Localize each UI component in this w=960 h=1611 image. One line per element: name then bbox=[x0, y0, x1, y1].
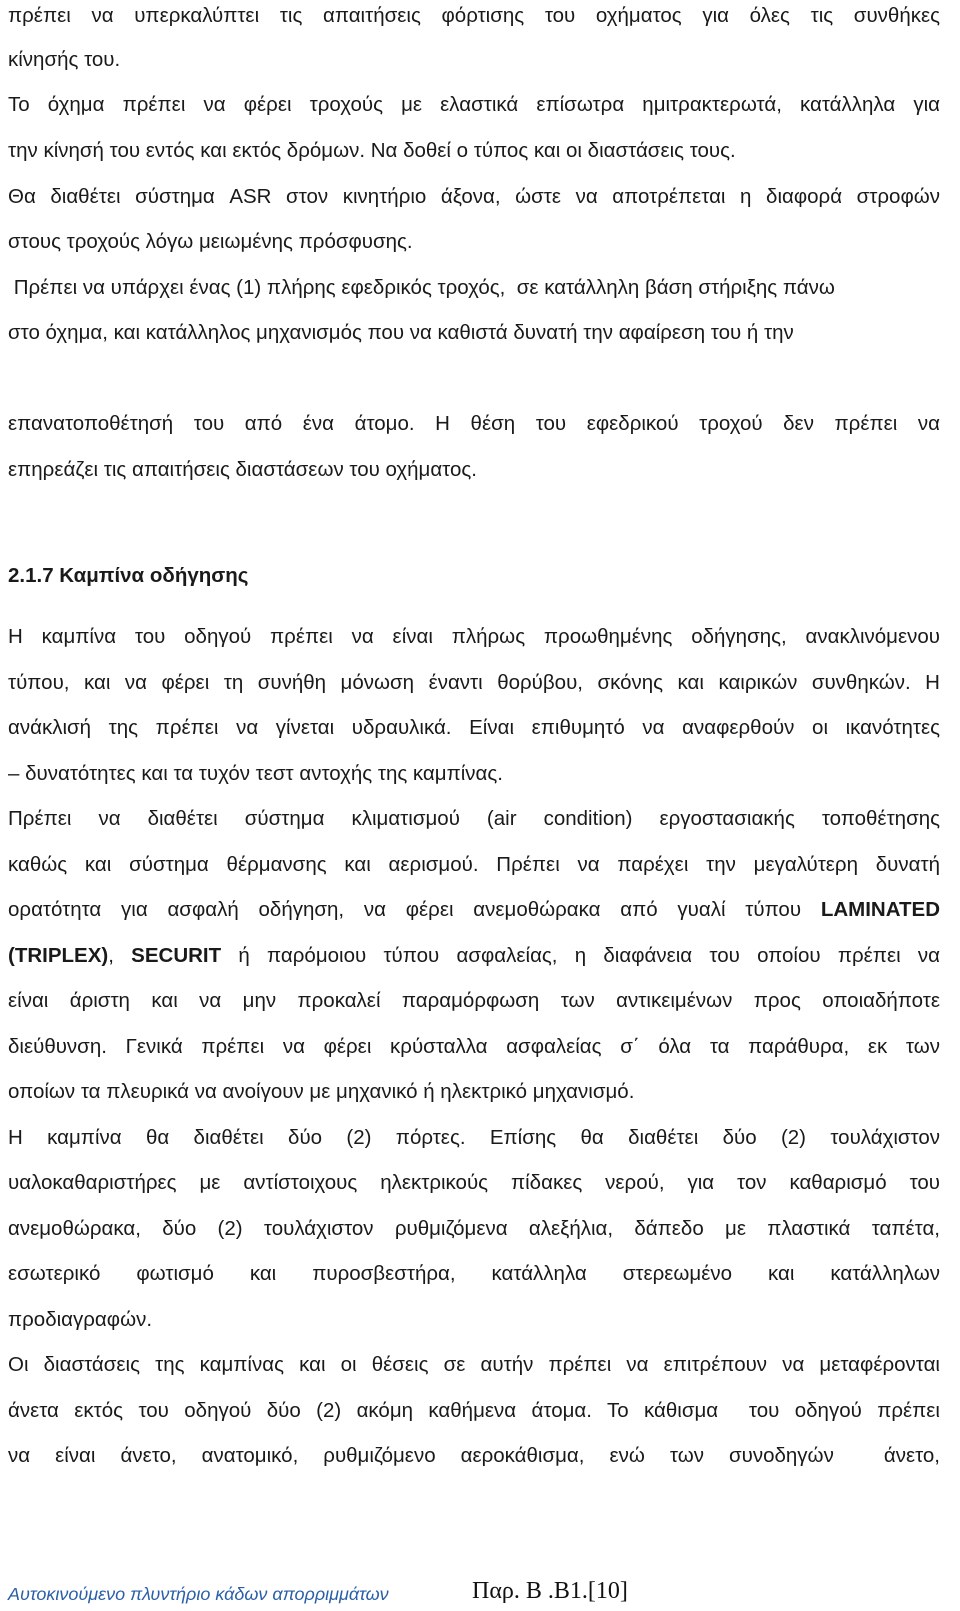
text-line: είναι άριστη και να μην προκαλεί παραμόρφωση των αντικειμένων προς οποιαδήποτε bbox=[8, 989, 940, 1012]
text-line: οποίων τα πλευρικά να ανοίγουν με μηχανικό ή ηλεκτρικό μηχανισμό. bbox=[8, 1080, 635, 1103]
text-run: ή παρόμοιου τύπου ασφαλείας, η διαφάνεια του οποίου πρέπει να bbox=[221, 944, 940, 967]
text-line: τύπου, και να φέρει τη συνήθη μόνωση έναντι θορύβου, σκόνης και καιρικών συνθηκών. Η bbox=[8, 671, 940, 694]
text-line: επηρεάζει τις απαιτήσεις διαστάσεων του οχήματος. bbox=[8, 458, 477, 481]
text-line: Πρέπει να διαθέτει σύστημα κλιματισμού (air condition) εργοστασιακής τοποθέτησης bbox=[8, 807, 940, 830]
text-run: ορατότητα για ασφαλή οδήγηση, να φέρει ανεμοθώρακα από γυαλί τύπου bbox=[8, 898, 821, 921]
bold-term: LAMINATED bbox=[820, 898, 940, 921]
text-line: – δυνατότητες και τα τυχόν τεστ αντοχής της καμπίνας. bbox=[8, 762, 503, 785]
text-line: την κίνησή του εντός και εκτός δρόμων. Να δοθεί ο τύπος και οι διαστάσεις τους. bbox=[8, 139, 736, 162]
text-line: Το όχημα πρέπει να φέρει τροχούς με ελαστικά επίσωτρα ημιτρακτερωτά, κατάλληλα για bbox=[8, 93, 940, 116]
bold-term: (TRIPLEX) bbox=[8, 944, 109, 967]
text-line: διεύθυνση. Γενικά πρέπει να φέρει κρύσταλλα ασφαλείας σ΄ όλα τα παράθυρα, εκ των bbox=[8, 1035, 940, 1058]
text-line: υαλοκαθαριστήρες με αντίστοιχους ηλεκτρικούς πίδακες νερού, για τον καθαρισμό του bbox=[8, 1171, 940, 1194]
footer-page-reference: Παρ. Β .Β1.[10] bbox=[472, 1578, 628, 1604]
text-line: εσωτερικό φωτισμό και πυροσβεστήρα, κατάλληλα στερεωμένο και κατάλληλων bbox=[8, 1262, 940, 1285]
text-line: επανατοποθέτησή του από ένα άτομο. Η θέση του εφεδρικού τροχού δεν πρέπει να bbox=[8, 412, 940, 435]
text-line: Οι διαστάσεις της καμπίνας και οι θέσεις σε αυτήν πρέπει να επιτρέπουν να μεταφέρονται bbox=[8, 1353, 940, 1376]
text-line: καθώς και σύστημα θέρμανσης και αερισμού. Πρέπει να παρέχει την μεγαλύτερη δυνατή bbox=[8, 853, 940, 876]
bold-term: SECURIT bbox=[131, 944, 222, 967]
text-line: ανεμοθώρακα, δύο (2) τουλάχιστον ρυθμιζόμενα αλεξήλια, δάπεδο με πλαστικά ταπέτα, bbox=[8, 1217, 940, 1240]
text-line: Θα διαθέτει σύστημα ASR στον κινητήριο άξονα, ώστε να αποτρέπεται η διαφορά στροφών bbox=[8, 185, 940, 208]
text-line: πρέπει να υπερκαλύπτει τις απαιτήσεις φόρτισης του οχήματος για όλες τις συνθήκες bbox=[8, 4, 940, 27]
text-line: Η καμπίνα του οδηγού πρέπει να είναι πλήρως προωθημένης οδήγησης, ανακλινόμενου bbox=[8, 625, 940, 648]
section-heading: 2.1.7 Καμπίνα οδήγησης bbox=[8, 564, 249, 587]
text-line: προδιαγραφών. bbox=[8, 1308, 153, 1331]
text-line: άνετα εκτός του οδηγού δύο (2) ακόμη καθήμενα άτομα. Το κάθισμα του οδηγού πρέπει bbox=[8, 1399, 940, 1422]
text-line: να είναι άνετο, ανατομικό, ρυθμιζόμενο αεροκάθισμα, ενώ των συνοδηγών άνετο, bbox=[8, 1444, 940, 1467]
text-line: ανάκλισή της πρέπει να γίνεται υδραυλικά. Είναι επιθυμητό να αναφερθούν οι ικανότητες bbox=[8, 716, 940, 739]
text-run: , bbox=[108, 944, 132, 967]
text-line: κίνησής του. bbox=[8, 48, 121, 71]
text-line bbox=[8, 897, 940, 923]
text-line bbox=[8, 943, 940, 969]
text-line: στους τροχούς λόγω μειωμένης πρόσφυσης. bbox=[8, 230, 413, 253]
text-line: Η καμπίνα θα διαθέτει δύο (2) πόρτες. Επίσης θα διαθέτει δύο (2) τουλάχιστον bbox=[8, 1126, 940, 1149]
footer-document-title: Αυτοκινούμενο πλυντήριο κάδων απορριμμάτων bbox=[8, 1584, 389, 1604]
text-line: στο όχημα, και κατάλληλος μηχανισμός που να καθιστά δυνατή την αφαίρεση του ή την bbox=[8, 321, 794, 344]
text-line: Πρέπει να υπάρχει ένας (1) πλήρης εφεδρικός τροχός, σε κατάλληλη βάση στήριξης πάνω bbox=[8, 276, 835, 299]
